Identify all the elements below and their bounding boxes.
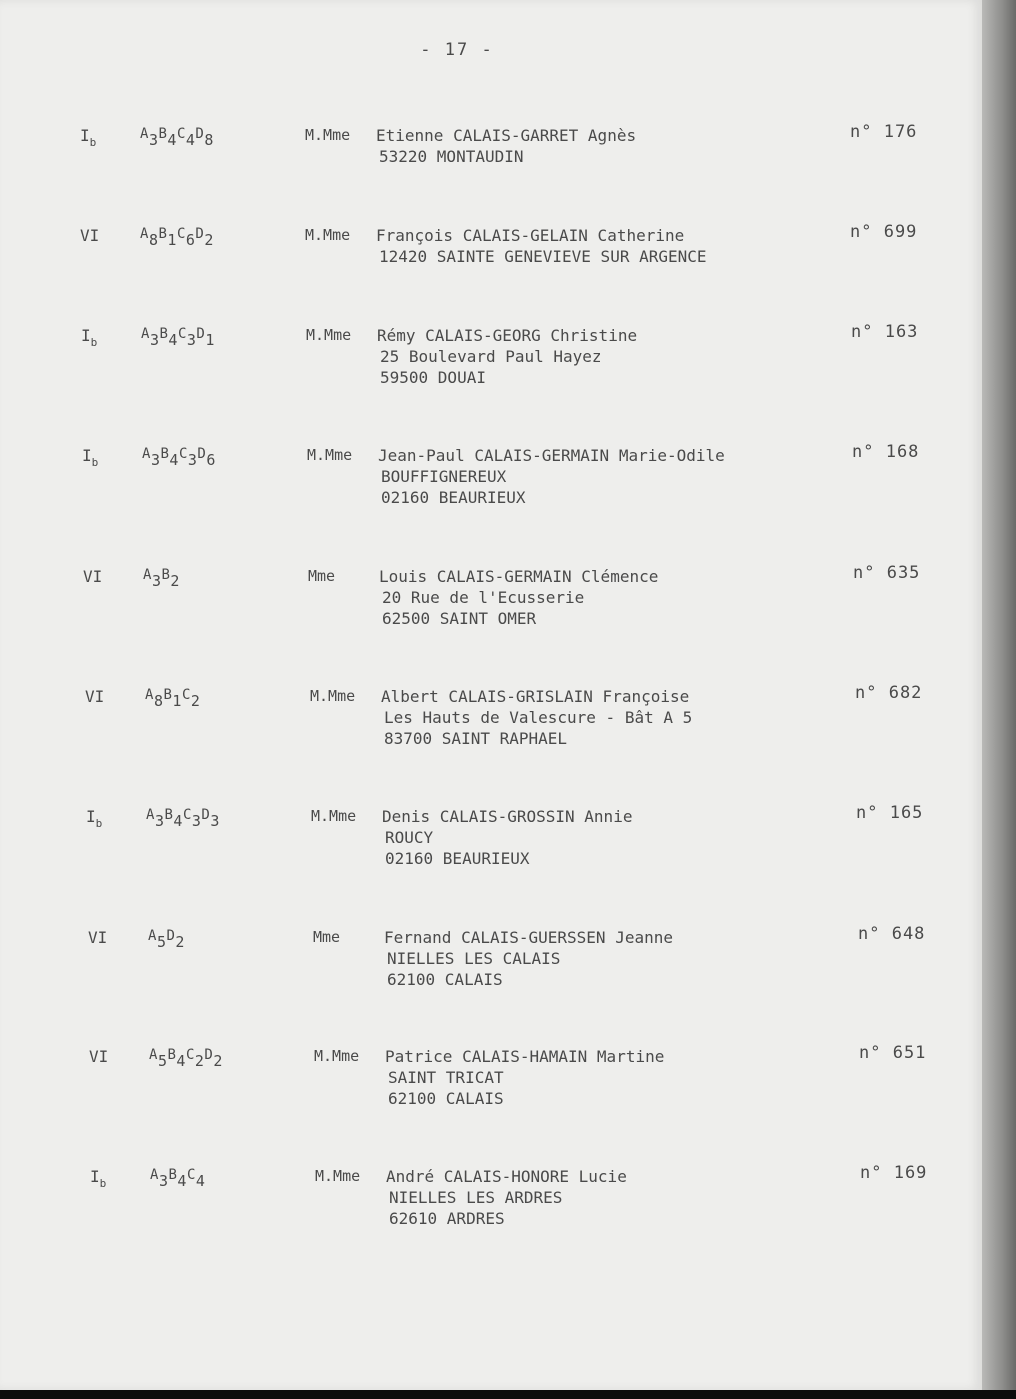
address-line: 12420 SAINTE GENEVIEVE SUR ARGENCE [379,247,707,266]
address-line: 02160 BEAURIEUX [381,488,526,507]
lineage-code [141,326,215,349]
code-index: 6 [206,451,216,469]
title-label: M.Mme [307,446,353,464]
code-letter: A [145,687,154,703]
code-letter: C [178,446,188,462]
address-line: 20 Rue de l'Ecusserie [382,588,585,607]
code-index: 4 [173,812,183,830]
lineage-code [140,126,214,149]
title-label: M.Mme [314,1047,360,1065]
generation-numeral: I [86,807,96,826]
code-index: 2 [170,572,180,590]
code-letter: D [195,226,205,242]
person-name: Louis CALAIS-GERMAIN Clémence [379,567,659,586]
code-index: 4 [195,1172,206,1190]
code-index: 4 [177,1172,187,1190]
address-line: Les Hauts de Valescure - Bât A 5 [384,708,693,727]
code-letter: A [143,567,152,583]
code-letter: C [176,126,186,142]
address-line: 62500 SAINT OMER [382,609,537,628]
code-letter: A [146,807,155,823]
code-index: 3 [150,451,161,469]
scan-edge-bottom [0,1390,1016,1399]
generation-numeral: VI [80,226,100,245]
generation-label [86,807,103,830]
code-index: 8 [153,692,164,710]
reference-number: n° 176 [850,122,918,142]
code-letter: C [186,1167,196,1183]
generation-subscript: b [90,336,98,349]
person-name: Etienne CALAIS-GARRET Agnès [376,126,637,145]
code-letter: B [168,1167,178,1183]
entry-row [0,122,982,222]
code-letter: A [142,446,151,462]
title-label: M.Mme [310,687,356,705]
name-address-block [381,686,692,749]
code-letter: B [158,126,168,142]
code-index: 3 [158,1172,169,1190]
address-line: 62100 CALAIS [387,970,503,989]
person-name: Patrice CALAIS-HAMAIN Martine [385,1047,665,1066]
generation-label [80,126,97,149]
code-index: 6 [185,231,196,249]
generation-subscript: b [95,817,103,830]
reference-number: n° 635 [853,563,921,583]
generation-subscript: b [91,456,99,469]
code-letter: B [160,446,170,462]
lineage-code [150,1167,206,1190]
generation-label [81,326,98,349]
generation-label [82,446,99,469]
person-name: Fernand CALAIS-GUERSSEN Jeanne [384,928,673,947]
code-letter: A [150,1167,159,1183]
generation-label [89,1047,108,1066]
code-letter: C [181,687,191,703]
lineage-code [148,928,185,951]
entry-row [0,222,982,322]
code-index: 4 [168,331,178,349]
code-letter: D [166,928,176,944]
code-index: 1 [167,231,177,249]
name-address-block [382,806,632,869]
code-index: 4 [169,451,179,469]
code-index: 3 [187,451,198,469]
code-letter: A [141,326,150,342]
code-letter: B [164,807,174,823]
generation-numeral: VI [83,567,103,586]
generation-subscript: b [99,1177,107,1190]
code-index: 3 [149,331,160,349]
reference-number: n° 163 [851,322,919,342]
generation-label [80,226,99,245]
lineage-code [140,226,214,249]
code-index: 3 [191,812,202,830]
generation-numeral: I [82,446,92,465]
code-index: 5 [157,1052,168,1070]
entry-row [0,683,982,783]
address-line: 62100 CALAIS [388,1089,504,1108]
address-line: BOUFFIGNEREUX [381,467,507,486]
scan-edge-right [982,0,1016,1390]
address-line: NIELLES LES CALAIS [387,949,561,968]
code-letter: B [163,687,173,703]
reference-number: n° 648 [858,924,926,944]
address-line: 59500 DOUAI [380,368,486,387]
reference-number: n° 165 [856,803,924,823]
lineage-code [149,1047,223,1070]
code-index: 3 [148,131,159,149]
lineage-code [142,446,216,469]
person-name: Denis CALAIS-GROSSIN Annie [382,807,633,826]
title-label: M.Mme [305,226,351,244]
person-name: Jean-Paul CALAIS-GERMAIN Marie-Odile [378,446,725,465]
title-label: M.Mme [305,126,351,144]
code-index: 4 [167,131,177,149]
generation-numeral: VI [89,1047,109,1066]
name-address-block [377,325,637,388]
code-letter: B [161,567,171,583]
code-index: 1 [172,692,182,710]
code-letter: A [149,1047,158,1063]
entry-row [0,442,982,542]
code-index: 2 [194,1052,205,1070]
code-letter: D [195,126,205,142]
code-letter: C [182,807,192,823]
title-label: M.Mme [315,1167,361,1185]
address-line: NIELLES LES ARDRES [389,1188,563,1207]
code-letter: B [159,326,169,342]
code-index: 2 [190,692,201,710]
generation-numeral: VI [85,687,105,706]
reference-number: n° 699 [850,222,918,242]
code-letter: A [148,928,157,944]
generation-numeral: VI [88,928,108,947]
code-index: 2 [175,933,185,951]
code-letter: D [197,446,207,462]
code-index: 1 [205,331,215,349]
reference-number: n° 651 [859,1043,927,1063]
generation-label [90,1167,107,1190]
generation-numeral: I [81,326,91,345]
person-name: Rémy CALAIS-GEORG Christine [377,326,638,345]
generation-label [88,928,107,947]
code-index: 8 [204,131,214,149]
name-address-block [378,445,725,508]
code-index: 4 [185,131,196,149]
address-line: 83700 SAINT RAPHAEL [384,729,568,748]
reference-number: n° 682 [855,683,923,703]
code-letter: D [196,326,206,342]
code-index: 2 [204,231,214,249]
lineage-code [146,807,220,830]
entry-row [0,1043,982,1143]
name-address-block [385,1046,664,1109]
address-line: 62610 ARDRES [389,1209,505,1228]
code-index: 4 [176,1052,186,1070]
generation-numeral: I [80,126,90,145]
title-label: Mme [308,567,336,585]
entry-row [0,563,982,663]
code-letter: C [185,1047,195,1063]
person-name: André CALAIS-HONORE Lucie [386,1167,627,1186]
title-label: M.Mme [311,807,357,825]
entry-row [0,924,982,1024]
entry-row [0,803,982,903]
code-letter: C [176,226,186,242]
title-label: Mme [313,928,341,946]
page-number: - 17 - [420,40,494,60]
person-name: Albert CALAIS-GRISLAIN Françoise [381,687,690,706]
name-address-block [376,225,707,267]
address-line: 02160 BEAURIEUX [385,849,530,868]
name-address-block [384,927,673,990]
code-index: 3 [154,812,165,830]
generation-numeral: I [90,1167,100,1186]
code-letter: D [201,807,211,823]
code-index: 3 [210,812,220,830]
code-index: 3 [151,572,162,590]
entry-row [0,322,982,422]
name-address-block [379,566,658,629]
entry-row [0,1163,982,1263]
lineage-code [145,687,201,710]
address-line: SAINT TRICAT [388,1068,504,1087]
code-letter: B [158,226,168,242]
generation-label [85,687,104,706]
person-name: François CALAIS-GELAIN Catherine [376,226,685,245]
code-index: 5 [156,933,167,951]
code-letter: A [140,126,149,142]
code-index: 2 [213,1052,223,1070]
code-letter: A [140,226,149,242]
reference-number: n° 168 [852,442,920,462]
code-index: 8 [148,231,159,249]
address-line: 25 Boulevard Paul Hayez [380,347,602,366]
code-letter: D [204,1047,214,1063]
generation-subscript: b [89,136,97,149]
lineage-code [143,567,180,590]
code-letter: C [177,326,187,342]
address-line: ROUCY [385,828,434,847]
code-index: 3 [186,331,197,349]
name-address-block [376,125,636,167]
address-line: 53220 MONTAUDIN [379,147,524,166]
code-letter: B [167,1047,177,1063]
name-address-block [386,1166,627,1229]
reference-number: n° 169 [860,1163,928,1183]
generation-label [83,567,102,586]
title-label: M.Mme [306,326,352,344]
